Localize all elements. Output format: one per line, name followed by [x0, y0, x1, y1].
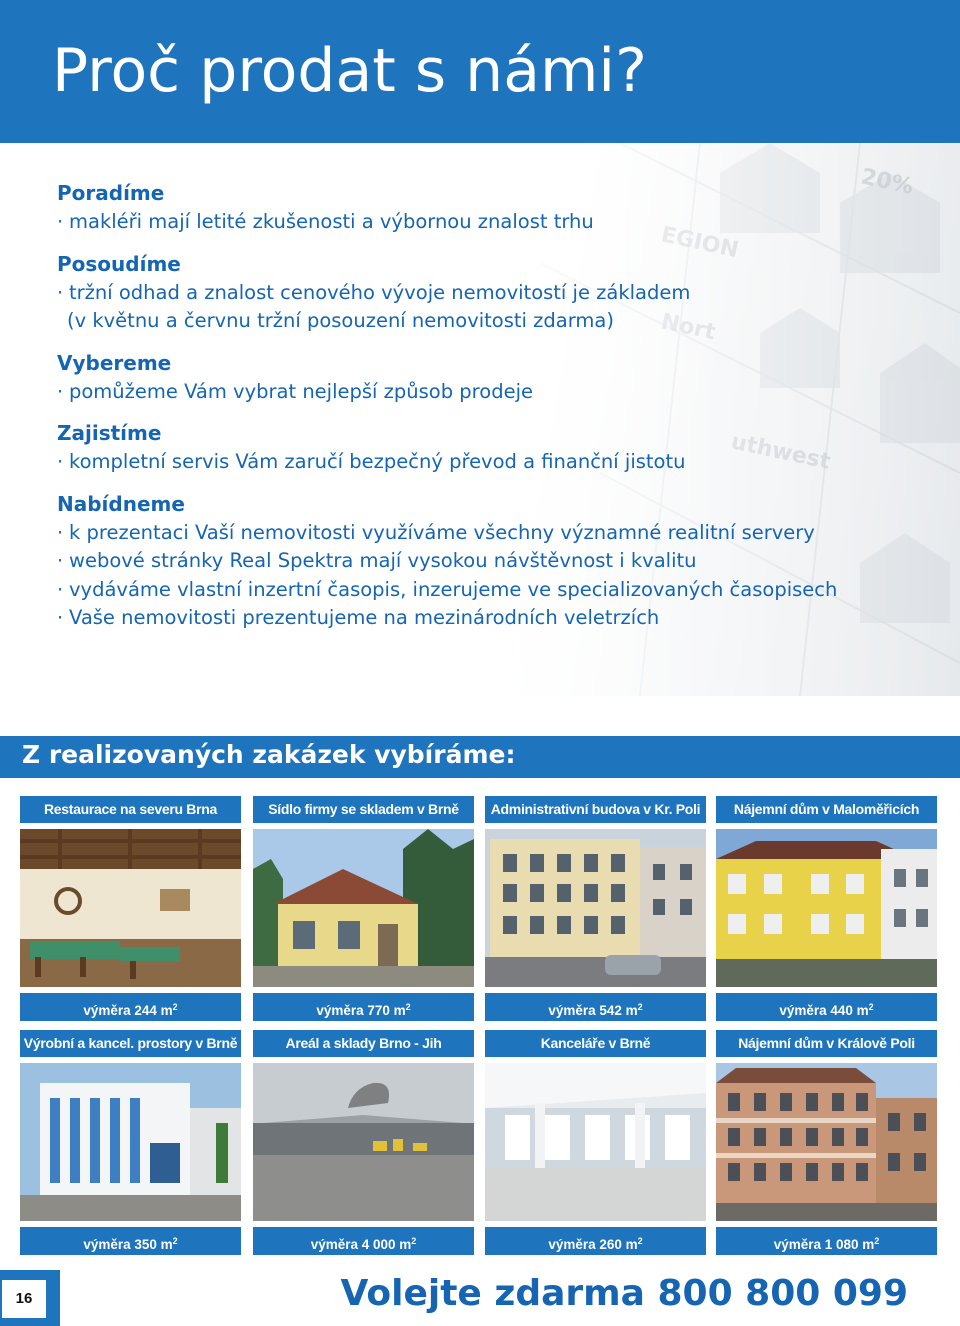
project-area [485, 1227, 706, 1255]
project-name: Výrobní a kancel. prostory v Brně [20, 1030, 241, 1057]
project-name: Restaurace na severu Brna [20, 796, 241, 823]
benefit-line [57, 208, 877, 237]
area-exponent: 2 [405, 1002, 411, 1012]
project-area [253, 1227, 474, 1255]
area-value: výměra 440 m [779, 1003, 869, 1018]
benefit-line [57, 448, 877, 477]
bullet: · [57, 210, 64, 233]
area-value: výměra 770 m [316, 1003, 406, 1018]
page-title: Proč prodat s námi? [52, 36, 647, 106]
area-exponent: 2 [172, 1236, 178, 1246]
bullet: · [57, 549, 64, 572]
bullet: · [57, 450, 64, 473]
benefit-text: k prezentaci Vaší nemovitosti využíváme všechny významné realitní servery [69, 520, 815, 544]
benefit-section-choose [57, 349, 877, 407]
project-name: Areál a sklady Brno - Jih [253, 1030, 474, 1057]
benefit-section-ensure [57, 419, 877, 477]
project-card [20, 796, 241, 1021]
bullet: · [57, 577, 64, 601]
projects-title: Z realizovaných zakázek vybíráme: [22, 740, 516, 769]
benefit-text: Vaše nemovitosti prezentujeme na mezinárodních veletrzích [69, 606, 660, 629]
area-exponent: 2 [411, 1236, 417, 1246]
benefit-heading: Nabídneme [57, 491, 185, 516]
bullet: · [57, 606, 64, 629]
benefit-text: kompletní servis Vám zaručí bezpečný převod a finanční jistotu [69, 450, 686, 473]
project-name: Nájemní dům v Maloměřicích [716, 796, 937, 823]
benefit-section-offer [57, 490, 877, 633]
area-value: výměra 1 080 m [773, 1237, 875, 1252]
project-name: Administrativní budova v Kr. Poli [485, 796, 706, 823]
project-card [716, 1030, 937, 1255]
benefit-heading: Zajistíme [57, 421, 162, 445]
benefit-text: vydáváme vlastní inzertní časopis, inzerujeme ve specializovaných časopisech [69, 577, 838, 601]
project-card [485, 1030, 706, 1255]
benefit-line-continuation: (v květnu a červnu tržní posouzení nemovitosti zdarma) [67, 309, 614, 332]
project-area [20, 1227, 241, 1255]
free-call-phone-cta[interactable]: Volejte zdarma 800 800 099 [340, 1273, 908, 1314]
project-area [485, 993, 706, 1021]
area-exponent: 2 [868, 1002, 874, 1012]
project-photo-office-building [485, 829, 706, 987]
benefit-text: pomůžeme Vám vybrat nejlepší způsob prodeje [69, 379, 533, 403]
benefit-line [57, 519, 877, 548]
project-name: Sídlo firmy se skladem v Brně [253, 796, 474, 823]
benefit-heading: Poradíme [57, 181, 165, 205]
project-photo-empty-office-interior [485, 1063, 706, 1221]
benefit-section-assess [57, 250, 877, 336]
bullet: · [57, 280, 64, 304]
area-value: výměra 260 m [548, 1237, 638, 1252]
project-card [485, 796, 706, 1021]
project-name: Nájemní dům v Králově Poli [716, 1030, 937, 1057]
benefit-line [57, 378, 877, 407]
project-area [20, 993, 241, 1021]
benefit-line [57, 547, 877, 576]
benefit-section-advise [57, 179, 877, 237]
project-photo-white-production-hall [20, 1063, 241, 1221]
project-photo-yellow-house [253, 829, 474, 987]
bullet: · [57, 379, 64, 403]
area-exponent: 2 [637, 1236, 643, 1246]
benefit-text: webové stránky Real Spektra mají vysokou návštěvnost i kvalitu [69, 549, 697, 572]
area-exponent: 2 [637, 1002, 643, 1012]
bullet: · [57, 520, 64, 544]
project-area [716, 993, 937, 1021]
area-value: výměra 542 m [548, 1003, 638, 1018]
projects-banner [0, 736, 960, 778]
benefits-list [57, 179, 877, 646]
project-card [716, 796, 937, 1021]
project-card [253, 796, 474, 1021]
area-value: výměra 244 m [83, 1003, 173, 1018]
project-area [716, 1227, 937, 1255]
project-photo-historic-apartment-house [716, 1063, 937, 1221]
area-value: výměra 350 m [83, 1237, 173, 1252]
benefit-line [57, 576, 877, 605]
project-card [20, 1030, 241, 1255]
project-photo-restaurant-interior [20, 829, 241, 987]
intro-panel [0, 143, 960, 696]
benefit-text: makléři mají letité zkušenosti a výbornou znalost trhu [69, 210, 594, 233]
page-number: 16 [0, 1278, 48, 1320]
project-area [253, 993, 474, 1021]
benefit-line [57, 279, 877, 308]
project-name: Kanceláře v Brně [485, 1030, 706, 1057]
benefit-heading: Vybereme [57, 350, 172, 375]
area-exponent: 2 [874, 1236, 880, 1246]
project-photo-warehouse-yard [253, 1063, 474, 1221]
project-photo-apartment-house-yellow [716, 829, 937, 987]
benefit-line [57, 604, 877, 633]
benefit-heading: Posoudíme [57, 251, 181, 276]
area-exponent: 2 [172, 1002, 178, 1012]
area-value: výměra 4 000 m [310, 1237, 412, 1252]
benefit-text: tržní odhad a znalost cenového vývoje nemovitostí je základem [69, 280, 691, 304]
project-card [253, 1030, 474, 1255]
